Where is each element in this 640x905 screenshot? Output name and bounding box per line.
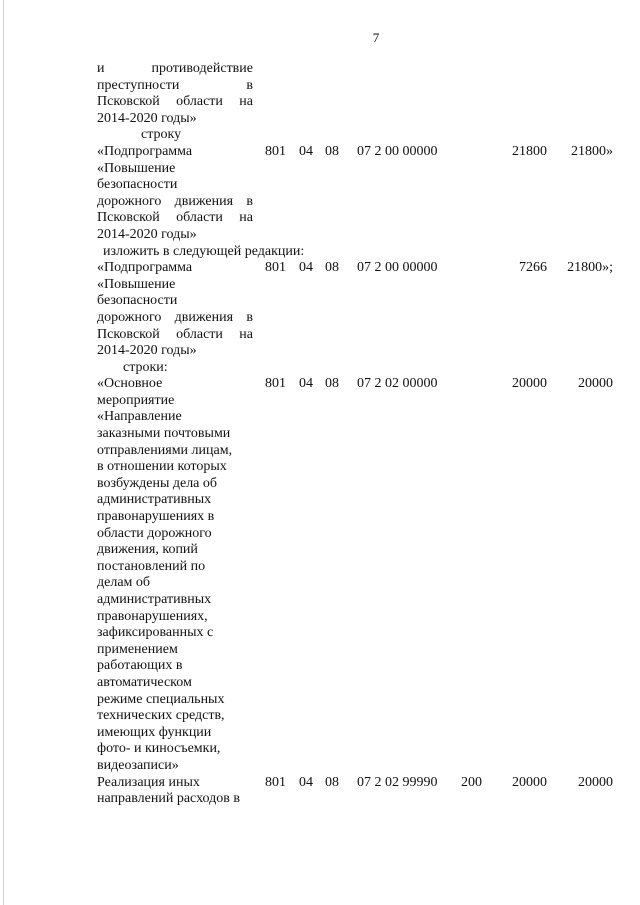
- cell-pr: 08: [325, 774, 339, 790]
- name-line: преступности в: [97, 77, 253, 93]
- cell-csr: 07 2 00 00000: [357, 260, 438, 276]
- name-line: и противодействие: [97, 61, 253, 76]
- instruction-stroki: строки:: [123, 359, 168, 375]
- table-row-main-event: [97, 376, 619, 774]
- cell-rz: 04: [299, 376, 313, 392]
- name-line: дорожного движения в: [97, 309, 253, 325]
- name-line: делам об: [97, 575, 151, 591]
- cell-ved: 801: [265, 376, 286, 392]
- cell-sum-2: 20000: [578, 376, 613, 392]
- name-line: применением: [97, 641, 178, 657]
- name-line: правонарушениях,: [97, 608, 208, 624]
- page-number: 7: [372, 30, 380, 45]
- cell-rz: 04: [299, 774, 313, 790]
- name-line: «Повышение: [97, 276, 176, 292]
- name-line: безопасности: [97, 293, 178, 309]
- cell-sum-1: 20000: [512, 774, 547, 790]
- name-line: отправлениями лицам,: [97, 442, 233, 458]
- name-line: мероприятие: [97, 392, 175, 408]
- name-line: правонарушениях в: [97, 509, 215, 525]
- scan-edge-line: [3, 0, 4, 905]
- cell-pr: 08: [325, 260, 339, 276]
- name-line: работающих в: [97, 658, 183, 674]
- name-line: административных: [97, 492, 212, 508]
- budget-table: [97, 61, 619, 808]
- name-line: «Направление: [97, 409, 182, 425]
- name-line: «Повышение: [97, 160, 176, 176]
- row-name: [97, 144, 253, 244]
- name-line: возбуждены дела об: [97, 475, 218, 491]
- name-line: фото- и киносъемки,: [97, 741, 221, 757]
- cell-sum-2: 21800»: [571, 143, 613, 159]
- table-row-continuation: [97, 61, 619, 127]
- name-line: зафиксированных с: [97, 625, 214, 641]
- name-line: безопасности: [97, 177, 178, 193]
- table-row-old-subprogram: [97, 144, 619, 244]
- row-name: [97, 260, 253, 360]
- cell-pr: 08: [325, 143, 339, 159]
- table-row-new-subprogram: [97, 260, 619, 360]
- name-line: 2014-2020 годы»: [97, 226, 197, 242]
- cell-rz: 04: [299, 260, 313, 276]
- name-line: в отношении которых: [97, 459, 227, 475]
- row-name: [97, 775, 253, 808]
- cell-csr: 07 2 02 99990: [357, 774, 438, 790]
- name-line: заказными почтовыми: [97, 426, 231, 442]
- table-row-other-expenses: [97, 775, 619, 808]
- instruction-stroku: строку: [141, 127, 182, 143]
- cell-sum-1: 20000: [512, 376, 547, 392]
- name-line: режиме специальных: [97, 691, 225, 707]
- name-line: «Подпрограмма: [97, 260, 193, 276]
- name-line: Псковской области на: [97, 326, 253, 342]
- name-line: имеющих функции: [97, 724, 212, 740]
- cell-rz: 04: [299, 143, 313, 159]
- cell-csr: 07 2 02 00000: [357, 376, 438, 392]
- name-line: 2014-2020 годы»: [97, 110, 197, 126]
- cell-ved: 801: [265, 143, 286, 159]
- name-line: видеозаписи»: [97, 757, 179, 773]
- cell-csr: 07 2 00 00000: [357, 143, 438, 159]
- cell-sum-1: 21800: [512, 143, 547, 159]
- cell-ved: 801: [265, 774, 286, 790]
- row-name: [97, 61, 253, 127]
- name-line: технических средств,: [97, 708, 225, 724]
- cell-sum-2: 21800»;: [567, 260, 613, 276]
- name-line: области дорожного: [97, 525, 212, 541]
- cell-sum-2: 20000: [578, 774, 613, 790]
- name-line: постановлений по: [97, 558, 206, 574]
- name-line: 2014-2020 годы»: [97, 343, 197, 359]
- cell-pr: 08: [325, 376, 339, 392]
- name-line: дорожного движения в: [97, 193, 253, 209]
- name-line: направлений расходов в: [97, 791, 240, 807]
- cell-vr: 200: [461, 774, 482, 790]
- instruction-izlozhit: изложить в следующей редакции:: [103, 243, 305, 259]
- name-line: «Основное: [97, 376, 163, 392]
- cell-sum-1: 7266: [519, 260, 547, 276]
- name-line: Псковской области на: [97, 94, 253, 110]
- name-line: движения, копий: [97, 542, 198, 558]
- row-name: [97, 376, 253, 774]
- cell-ved: 801: [265, 260, 286, 276]
- name-line: Псковской области на: [97, 210, 253, 226]
- name-line: автоматическом: [97, 674, 192, 690]
- name-line: Реализация иных: [97, 774, 200, 790]
- name-line: «Подпрограмма: [97, 143, 193, 159]
- name-line: административных: [97, 592, 212, 607]
